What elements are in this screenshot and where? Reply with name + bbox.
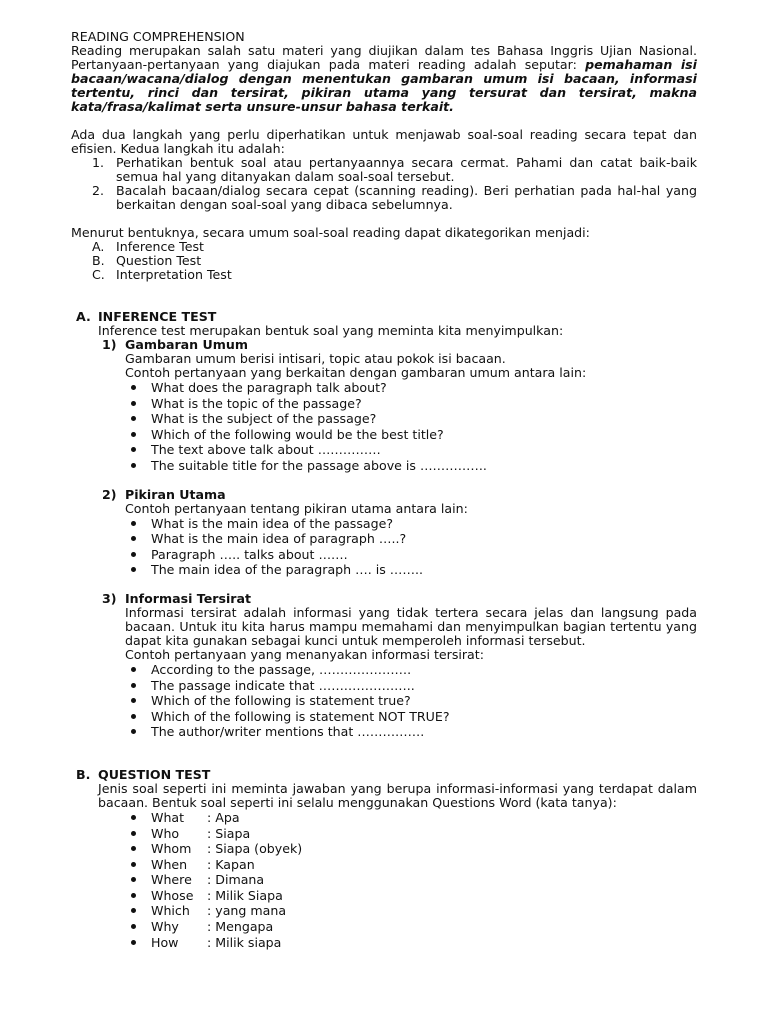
question-meaning: : Apa [207,809,240,825]
category-item [71,268,697,282]
question-lead: Jenis soal seperti ini meminta jawaban yang berupa informasi-informasi yang terdapat dalam bacaan. Bentuk soal seperti ini selalu menggunakan Questions Word (kata tanya): [98,780,697,810]
question-word: Why [151,919,179,935]
bullet-item: Paragraph ….. talks about ……. [71,547,697,563]
question-word-item [71,841,697,857]
document-page [71,30,697,950]
step-number: 1. [92,155,105,170]
intro-text: Reading merupakan salah satu materi yang diujikan dalam tes Bahasa Inggris Ujian Nasional. Pertanyaan-pertanyaan yang diajukan pada materi reading adalah seputar: [71,43,697,72]
bullet-item: Which of the following is statement true? [71,693,697,709]
question-meaning: : Mengapa [207,919,274,935]
sub-number: 1) [102,337,117,352]
question-word-item [71,810,697,826]
question-word-item [71,903,697,919]
sub-heading-pikiran-utama [71,488,697,502]
intro-emphasis: pemahaman isi bacaan/wacana/dialog dengan menentukan gambaran umum isi bacaan, informasi tertentu, rinci dan tersirat, pikiran utama yang tersurat dan tersirat, makna kata/frasa/kalimat serta unsure-unsur bahasa terkait. [71,57,697,114]
question-meaning: : Milik Siapa [207,887,283,903]
question-meaning: : Siapa [207,825,251,841]
sub-desc: Gambaran umum berisi intisari, topic atau pokok isi bacaan. [125,351,506,366]
bullet-item: The main idea of the paragraph …. is …….. [71,562,697,578]
category-letter: C. [92,267,105,282]
category-letter: A. [92,239,105,254]
bullet-item: What is the subject of the passage? [71,411,697,427]
bullet-item: The text above talk about …………… [71,442,697,458]
bullet-item: What is the topic of the passage? [71,396,697,412]
bullet-list-informasi-tersirat [71,662,697,740]
question-word: What [151,809,185,825]
category-item [71,240,697,254]
section-letter: A. [76,309,91,324]
inference-lead: Inference test merupakan bentuk soal yang meminta kita menyimpulkan: [98,323,564,338]
bullet-item: Which of the following would be the best title? [71,427,697,443]
question-word-item [71,919,697,935]
question-meaning: : Milik siapa [207,934,282,950]
step-item [71,156,697,184]
bullet-item: What is the main idea of the passage? [71,516,697,532]
bullet-item: The passage indicate that ………………….. [71,678,697,694]
sub-lead: Contoh pertanyaan yang berkaitan dengan gambaran umum antara lain: [125,365,587,380]
question-word-item [71,935,697,951]
question-word: When [151,856,188,872]
sub-lead: Contoh pertanyaan yang menanyakan informasi tersirat: [125,646,484,662]
question-meaning: : Kapan [207,856,255,872]
category-letter: B. [92,253,105,268]
sub-number: 3) [102,590,117,606]
sub-heading-informasi-tersirat [71,592,697,606]
question-word-item [71,857,697,873]
question-word: Whose [151,887,194,903]
question-meaning: : yang mana [207,903,287,919]
question-word: Whom [151,841,192,857]
categories-lead: Menurut bentuknya, secara umum soal-soal reading dapat dikategorikan menjadi: [71,225,590,240]
question-word: Where [151,872,192,888]
intro-paragraph [71,44,697,114]
bullet-list-gambaran-umum [71,380,697,474]
step-item [71,184,697,212]
categories-list [71,240,697,282]
question-word: Which [151,903,190,919]
question-word-item [71,826,697,842]
question-word: Who [151,825,180,841]
bullet-item: According to the passage, …………………. [71,662,697,678]
category-item [71,254,697,268]
bullet-item: What does the paragraph talk about? [71,380,697,396]
step-text: Perhatikan bentuk soal atau pertanyaannya secara cermat. Pahami dan catat baik-baik semua hal yang ditanyakan dalam soal-soal tersebut. [116,155,697,184]
question-meaning: : Siapa (obyek) [207,841,303,857]
sub-title: Pikiran Utama [125,486,226,502]
bullet-item: The author/writer mentions that ……………. [71,724,697,740]
doc-title: READING COMPREHENSION [71,29,245,44]
sub-lead: Contoh pertanyaan tentang pikiran utama antara lain: [125,500,468,516]
question-meaning: : Dimana [207,872,265,888]
bullet-item: Which of the following is statement NOT TRUE? [71,709,697,725]
step-text: Bacalah bacaan/dialog secara cepat (scanning reading). Beri perhatian pada hal-hal yang berkaitan dengan soal-soal yang dibaca sebelumnya. [116,183,697,212]
sub-title: Informasi Tersirat [125,590,252,606]
question-word-item [71,872,697,888]
question-word: How [151,934,179,950]
bullet-list-pikiran-utama [71,516,697,578]
category-text: Interpretation Test [116,267,232,282]
steps-list [71,156,697,212]
question-words-list [71,810,697,950]
category-text: Inference Test [116,239,204,254]
section-title: QUESTION TEST [98,766,211,782]
sub-heading-gambaran-umum [71,338,697,352]
sub-desc: Informasi tersirat adalah informasi yang tidak tertera secara jelas dan langsung pada bacaan. Untuk itu kita harus mampu memahami dan menyimpulkan bagian tertentu yang dapat kita gunakan sebagai kunci untuk memperoleh informasi tersebut. [125,604,697,648]
step-number: 2. [92,183,105,198]
steps-lead: Ada dua langkah yang perlu diperhatikan untuk menjawab soal-soal reading secara tepat dan efisien. Kedua langkah itu adalah: [71,127,697,156]
section-b-heading [71,768,697,782]
sub-number: 2) [102,486,117,502]
section-title: INFERENCE TEST [98,309,217,324]
sub-title: Gambaran Umum [125,337,248,352]
section-letter: B. [76,766,91,782]
section-a-heading [71,310,697,324]
bullet-item: The suitable title for the passage above is ……………. [71,458,697,474]
question-word-item [71,888,697,904]
bullet-item: What is the main idea of paragraph …..? [71,531,697,547]
category-text: Question Test [116,253,202,268]
